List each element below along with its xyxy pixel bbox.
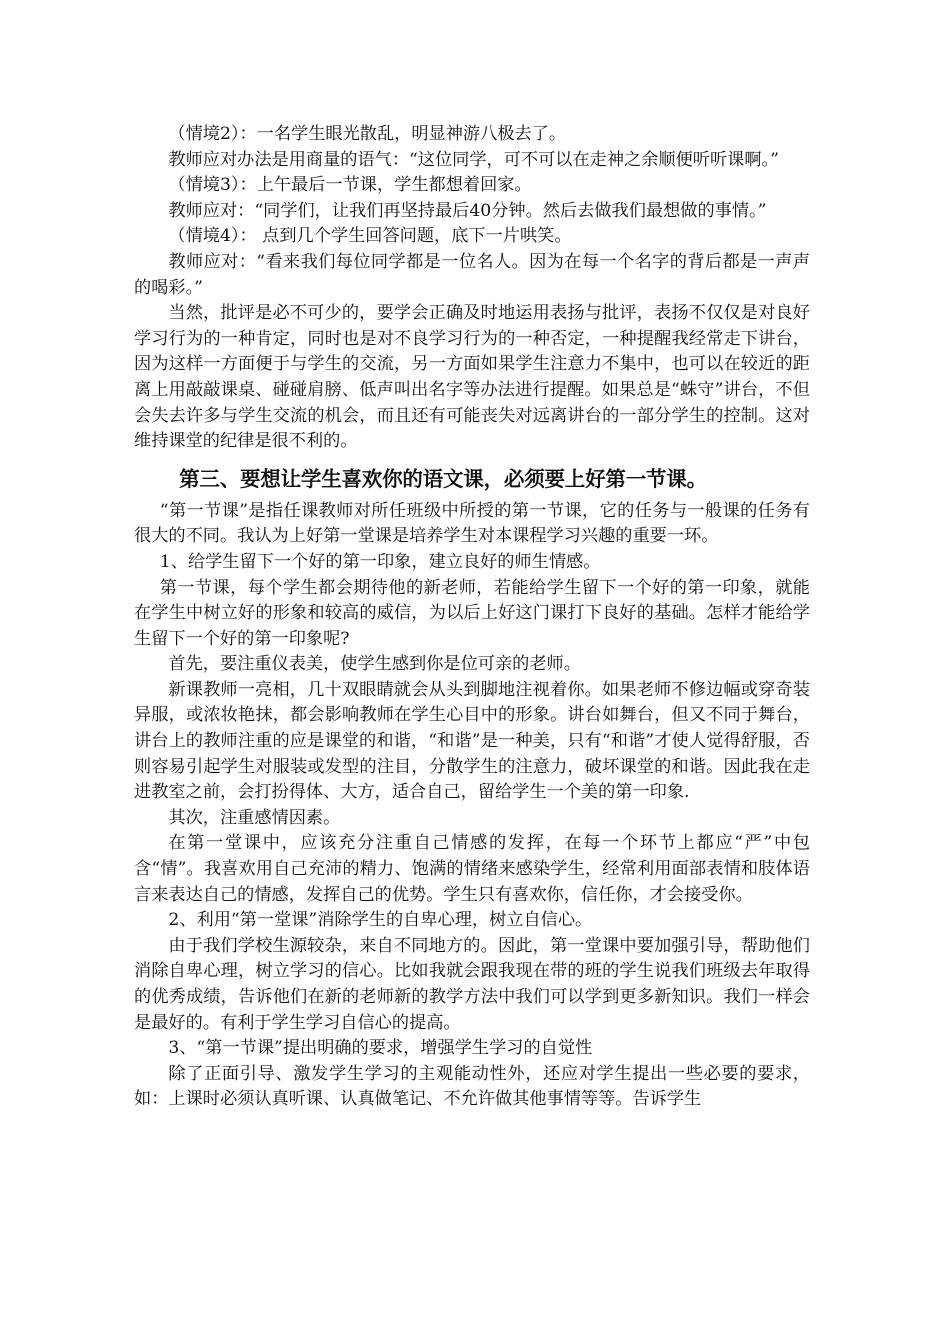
paragraph-emotion-detail: 在第一堂课中，应该充分注重自己情感的发挥，在每一个环节上都应“严”中包含“情”。我喜欢用自己充沛的精力、饱满的情绪来感染学生，经常利用面部表情和肢体语言来表达自己的情感，发挥自己的优势。学生只有喜欢你，信任你，才会接受你。 [134, 833, 810, 905]
paragraph-point-3: 3、“第一节课”提出明确的要求，增强学生学习的自觉性 [168, 1038, 593, 1059]
paragraph-scenario-2: （情境2）：一名学生眼光散乱，明显神游八极去了。 [168, 124, 567, 144]
paragraph-response-3: 教师应对：“同学们，让我们再坚持最后40分钟。然后去做我们最想做的事情。” [168, 200, 767, 221]
paragraph-appearance-detail: 新课教师一亮相，几十双眼睛就会从头到脚地注视着你。如果老师不修边幅或穿奇装异服，或浓妆艳抹，都会影响教师在学生心目中的形象。讲台如舞台，但又不同于舞台，讲台上的教师注重的应是课堂的和谐，“和谐”是一种美，只有“和谐”才使人觉得舒服，否则容易引起学生对服装或发型的注目，分散学生的注意力，破坏课堂的和谐。因此我在走进教室之前，会打扮得体、大方，适合自己，留给学生一个美的第一印象. [134, 679, 810, 803]
paragraph-response-4: 教师应对：“看来我们每位同学都是一位名人。因为在每一个名字的背后都是一声声的喝彩。” [134, 251, 810, 298]
paragraph-appearance: 首先，要注重仪表美，使学生感到你是位可亲的老师。 [168, 654, 581, 675]
paragraph-requirements: 除了正面引导、激发学生学习的主观能动性外，还应对学生提出一些必要的要求，如：上课时必须认真听课、认真做笔记、不允许做其他事情等等。告诉学生 [134, 1063, 810, 1110]
paragraph-point-1: 1、给学生留下一个好的第一印象，建立良好的师生情感。 [159, 551, 601, 572]
paragraph-response-2: 教师应对办法是用商量的语气：“这位同学，可不可以在走神之余顺便听听课啊。” [168, 149, 779, 170]
paragraph-confidence-detail: 由于我们学校生源较杂，来自不同地方的。因此，第一堂课中要加强引导，帮助他们消除自卑心理，树立学习的信心。比如我就会跟我现在带的班的学生说我们班级去年取得的优秀成绩，告诉他们在新的老师新的教学方法中我们可以学到更多新知识。我们一样会是最好的。有利于学生学习自信心的提高。 [134, 935, 810, 1033]
paragraph-scenario-4: （情境4）： 点到几个学生回答问题，底下一片哄笑。 [168, 226, 572, 247]
paragraph-scenario-3: （情境3）：上午最后一节课，学生都想着回家。 [168, 175, 532, 196]
document-page [134, 122, 810, 1113]
section-heading-third: 第三、要想让学生喜欢你的语文课，必须要上好第一节课。 [179, 466, 707, 491]
paragraph-emotion: 其次，注重感情因素。 [168, 807, 341, 828]
paragraph-point-2: 2、利用“第一堂课”消除学生的自卑心理，树立自信心。 [168, 910, 593, 931]
paragraph-first-lesson-definition: “第一节课”是指任课教师对所任班级中所授的第一节课，它的任务与一般课的任务有很大的不同。我认为上好第一堂课是培养学生对本课程学习兴趣的重要一环。 [134, 500, 810, 547]
paragraph-first-impression: 第一节课，每个学生都会期待他的新老师，若能给学生留下一个好的第一印象，就能在学生中树立好的形象和较高的威信，为以后上好这门课打下良好的基础。怎样才能给学生留下一个好的第一印象呢? [134, 577, 810, 649]
paragraph-criticism: 当然，批评是必不可少的，要学会正确及时地运用表扬与批评，表扬不仅仅是对良好学习行为的一种肯定，同时也是对不良学习行为的一种否定，一种提醒我经常走下讲台，因为这样一方面便于与学生的交流，另一方面如果学生注意力不集中，也可以在较近的距离上用敲敲课桌、碰碰肩膀、低声叫出名字等办法进行提醒。如果总是“蛛守”讲台，不但会失去许多与学生交流的机会，而且还有可能丧失对远离讲台的一部分学生的控制。这对维持课堂的纪律是很不利的。 [134, 303, 810, 452]
